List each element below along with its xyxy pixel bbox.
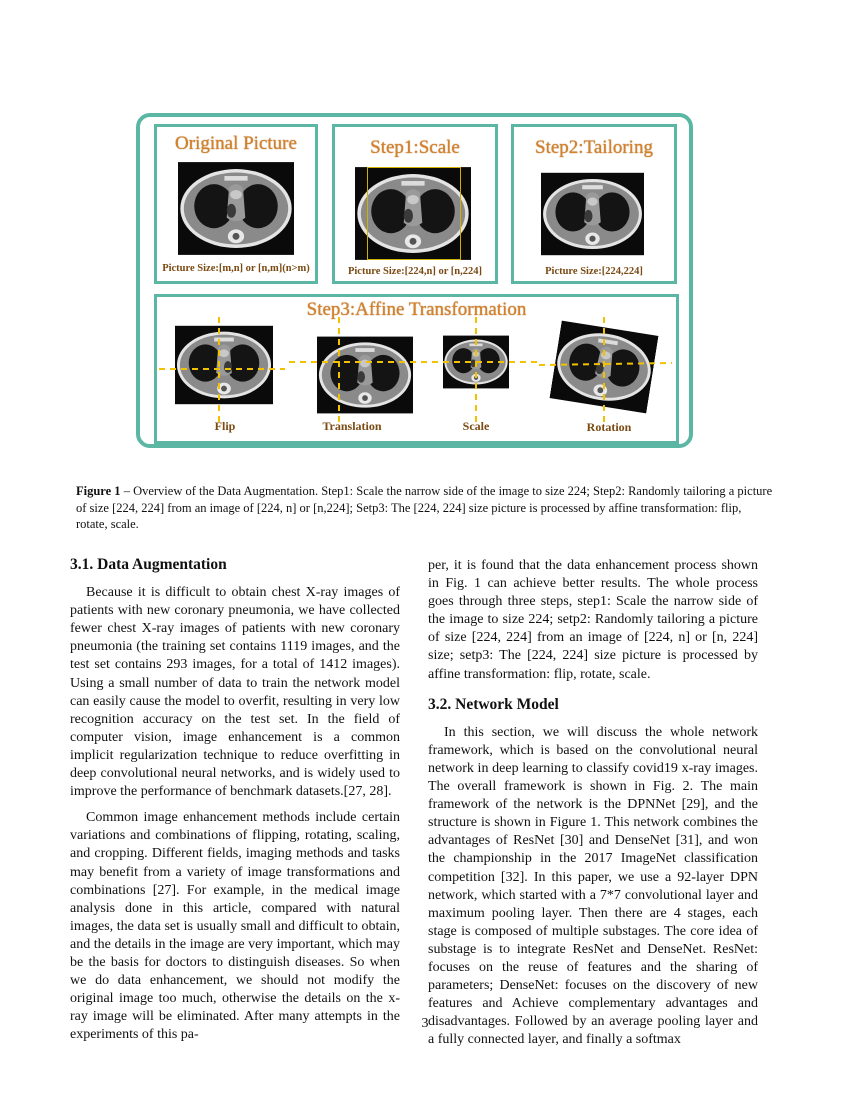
caption-label: Figure 1: [76, 484, 121, 498]
panel-caption: Picture Size:[m,n] or [n,m](n>m): [162, 263, 310, 274]
axis-dashes: [157, 317, 287, 427]
crop-box: [367, 167, 461, 260]
panel-original: [154, 124, 318, 284]
paragraph: In this section, we will discuss the whole network framework, which is based on the convolutional neural network in deep learning to classify covid19 x-ray images. The overall framework is shown in Fig. 2. The main framework of the network is the DPNNet [29], and the structure is shown in Figure 1. This network combines the advantages of ResNet [30] and DenseNet [31], and won the championship in the 2017 ImageNet classification competition [32]. In this paper, we use a 92-layer DPN network, which started with a 7*7 convolutional layer and maximum pooling layer. Then there are 4 stages, each stage is composed of multiple substages. The core idea of substage is to integrate ResNet and DenseNet. ResNet: focuses on the reuse of features and the sharing of parameters; DenseNet: focuses on the discovery of new features and Achieve complementary advantages and disadvantages. Followed by an average pooling layer and a fully connected layer, and finally a softmax: [428, 724, 758, 1048]
axis-dashes: [419, 317, 539, 427]
figure-caption: [76, 483, 776, 533]
chest-ct-icon: [541, 171, 644, 257]
column-right: [428, 557, 758, 1057]
panel-caption: Picture Size:[224,n] or [n,224]: [347, 266, 483, 277]
label-translation: Translation: [322, 419, 382, 433]
paragraph: Common image enhancement methods include certain variations and combinations of flipping, rotating, scaling, and cropping. Different fields, imaging methods and tasks may benefit from a variety of image transformations and combinations [27]. For example, in the medical image analysis done in this article, compared with natural images, the data set is usually small and difficult to obtain, and the details in the image are very important, which may be the basis for doctors to distinguish diseases. So when we do data enhancement, we should not modify the original image too much, otherwise the details on the x-ray image will be eliminated. After many attempts in the experiments of this pa-: [70, 810, 400, 1043]
page-number: 3: [421, 1016, 429, 1031]
label-flip: Flip: [214, 419, 236, 433]
axis-dashes: [537, 317, 677, 427]
figure-augmentation: [136, 113, 693, 448]
label-rotation: Rotation: [586, 420, 632, 434]
column-left: [70, 556, 400, 1052]
panel-title: Original Picture: [175, 133, 297, 154]
panel-title: Step3:Affine Transformation: [306, 299, 527, 320]
chest-ct-icon: [178, 162, 294, 255]
panel-caption: Picture Size:[224,224]: [545, 266, 643, 277]
panel-title: Step2:Tailoring: [535, 137, 653, 158]
axis-dashes: [287, 317, 427, 427]
caption-text: – Overview of the Data Augmentation. Step1: Scale the narrow side of the image to size 224; Step2: Randomly tailoring a picture of size [224, 224] from an image of [224, n] or [n,224]; Setp3: The [224, 224] size picture is processed by affine transformation: flip, rotate, scale.: [76, 484, 773, 531]
panel-title: Step1:Scale: [370, 137, 460, 158]
label-scale: Scale: [462, 419, 490, 433]
paragraph: per, it is found that the data enhancement process shown in Fig. 1 can achieve better results. The whole process goes through three steps, step1: Scale the narrow side of the image to size 224; setp2: Randomly tailoring a picture of size [224, 224] from an image of [224, n] or [n, 224] size; setp3: The [224, 224] size picture is processed by affine transformation: flip, rotate, scale.: [428, 558, 758, 682]
section-heading: 3.2. Network Model: [428, 695, 559, 713]
panel-step3: [154, 294, 679, 444]
panel-step1: [332, 124, 498, 284]
paragraph: Because it is difficult to obtain chest X-ray images of patients with new coronary pneumonia, we have collected fewer chest X-ray images of patients with new coronary pneumonia (the training set contains 1119 images, and the test set contains 293 images, for a total of 1412 images). Using a small number of data to train the network model can easily cause the model to overfit, resulting in very low recognition accuracy on the test set. In the field of computer vision, image enhancement is a common implicit regularization technique to reduce overfitting in deep convolutional neural networks, and is widely used to improve the performance of benchmark datasets.[27, 28].: [70, 585, 400, 800]
panel-step2: [511, 124, 677, 284]
section-heading: 3.1. Data Augmentation: [70, 556, 227, 573]
